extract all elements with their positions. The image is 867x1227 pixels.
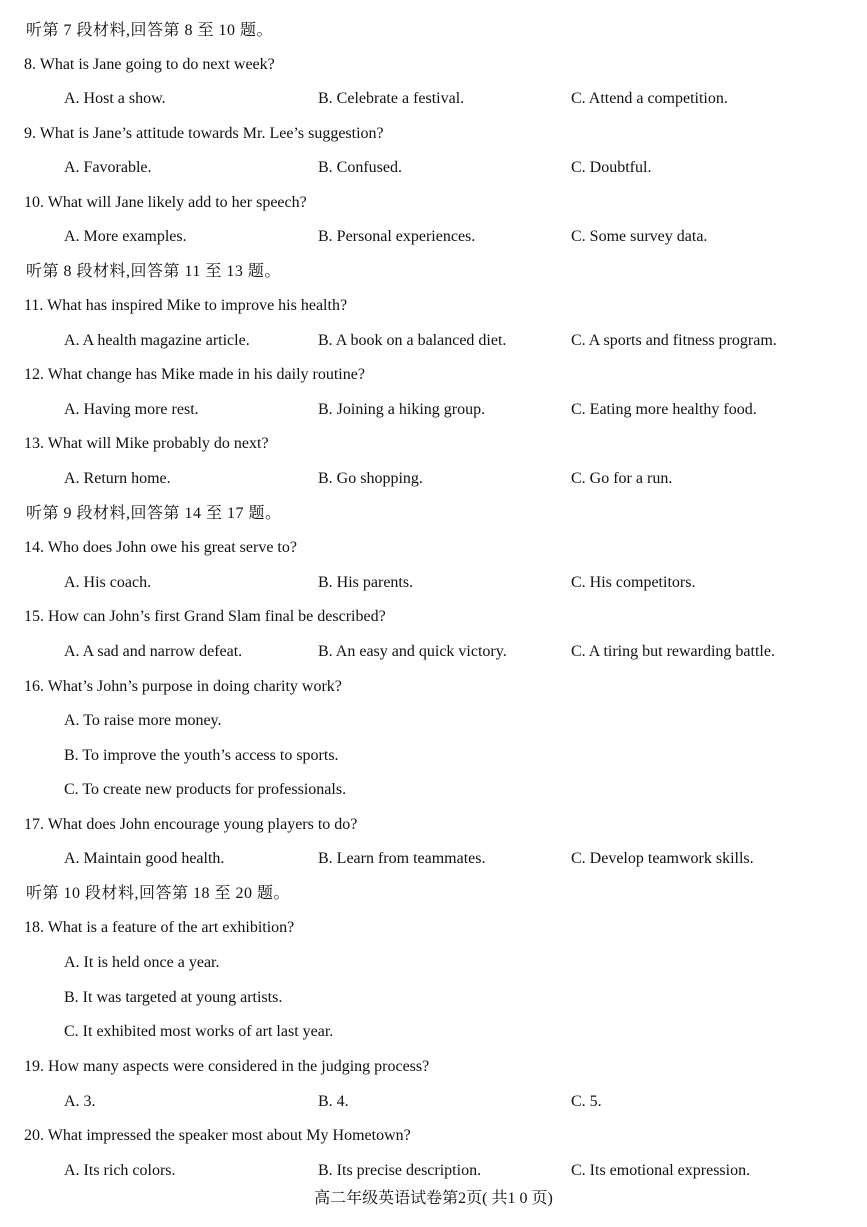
option-c[interactable]: C. It exhibited most works of art last year. (64, 1023, 334, 1040)
option-b[interactable]: B. Learn from teammates. (318, 850, 486, 867)
option-b[interactable]: B. Joining a hiking group. (318, 401, 486, 418)
option-b[interactable]: B. Celebrate a festival. (318, 90, 465, 107)
option-a[interactable]: A. Return home. (64, 470, 171, 487)
options-row (0, 224, 867, 250)
option-b[interactable]: B. It was targeted at young artists. (64, 989, 283, 1006)
option-c[interactable]: C. To create new products for professionals. (64, 781, 347, 798)
option-a[interactable]: A. His coach. (64, 574, 152, 591)
option-c[interactable]: C. A sports and fitness program. (571, 332, 777, 349)
option-a[interactable]: A. It is held once a year. (64, 954, 220, 971)
question-stem: 18. What is a feature of the art exhibition? (24, 919, 295, 936)
question-stem: 16. What’s John’s purpose in doing charity work? (24, 678, 342, 695)
options-row (0, 570, 867, 596)
option-c[interactable]: C. Eating more healthy food. (571, 401, 757, 418)
option-c[interactable]: C. Attend a competition. (571, 90, 728, 107)
options-row (0, 1089, 867, 1115)
section-header: 听第 7 段材料,回答第 8 至 10 题。 (26, 22, 274, 39)
option-b[interactable]: B. Its precise description. (318, 1162, 482, 1179)
option-b[interactable]: B. His parents. (318, 574, 414, 591)
options-row (0, 1158, 867, 1184)
option-c[interactable]: C. Go for a run. (571, 470, 673, 487)
option-b[interactable]: B. 4. (318, 1093, 349, 1110)
option-c[interactable]: C. His competitors. (571, 574, 696, 591)
section-header: 听第 9 段材料,回答第 14 至 17 题。 (26, 505, 282, 522)
options-row (0, 639, 867, 665)
option-c[interactable]: C. Its emotional expression. (571, 1162, 751, 1179)
option-c[interactable]: C. Some survey data. (571, 228, 708, 245)
option-b[interactable]: B. Go shopping. (318, 470, 423, 487)
options-row (0, 397, 867, 423)
options-row (0, 86, 867, 112)
option-a[interactable]: A. Host a show. (64, 90, 166, 107)
option-a[interactable]: A. More examples. (64, 228, 187, 245)
option-a[interactable]: A. Having more rest. (64, 401, 199, 418)
options-row (0, 328, 867, 354)
option-b[interactable]: B. A book on a balanced diet. (318, 332, 507, 349)
option-c[interactable]: C. 5. (571, 1093, 602, 1110)
section-header: 听第 10 段材料,回答第 18 至 20 题。 (26, 885, 291, 902)
question-stem: 15. How can John’s first Grand Slam final be described? (24, 608, 386, 625)
question-stem: 19. How many aspects were considered in the judging process? (24, 1058, 430, 1075)
question-stem: 14. Who does John owe his great serve to? (24, 539, 297, 556)
options-row (0, 466, 867, 492)
option-b[interactable]: B. Confused. (318, 159, 402, 176)
option-a[interactable]: A. Favorable. (64, 159, 152, 176)
section-header: 听第 8 段材料,回答第 11 至 13 题。 (26, 263, 281, 280)
option-b[interactable]: B. To improve the youth’s access to sports. (64, 747, 339, 764)
option-c[interactable]: C. Doubtful. (571, 159, 652, 176)
option-a[interactable]: A. To raise more money. (64, 712, 222, 729)
option-a[interactable]: A. A sad and narrow defeat. (64, 643, 243, 660)
options-row (0, 846, 867, 872)
option-b[interactable]: B. Personal experiences. (318, 228, 476, 245)
options-row (0, 155, 867, 181)
question-stem: 20. What impressed the speaker most about My Hometown? (24, 1127, 411, 1144)
question-stem: 9. What is Jane’s attitude towards Mr. Lee’s suggestion? (24, 125, 384, 142)
option-a[interactable]: A. Its rich colors. (64, 1162, 176, 1179)
question-stem: 13. What will Mike probably do next? (24, 435, 269, 452)
option-a[interactable]: A. Maintain good health. (64, 850, 225, 867)
option-a[interactable]: A. 3. (64, 1093, 96, 1110)
option-c[interactable]: C. Develop teamwork skills. (571, 850, 754, 867)
option-c[interactable]: C. A tiring but rewarding battle. (571, 643, 775, 660)
option-a[interactable]: A. A health magazine article. (64, 332, 250, 349)
option-b[interactable]: B. An easy and quick victory. (318, 643, 507, 660)
question-stem: 8. What is Jane going to do next week? (24, 56, 275, 73)
question-stem: 12. What change has Mike made in his daily routine? (24, 366, 365, 383)
page-footer: 高二年级英语试卷第2页( 共1 0 页) (314, 1190, 553, 1207)
question-stem: 17. What does John encourage young players to do? (24, 816, 358, 833)
question-stem: 10. What will Jane likely add to her speech? (24, 194, 307, 211)
question-stem: 11. What has inspired Mike to improve his health? (24, 297, 348, 314)
